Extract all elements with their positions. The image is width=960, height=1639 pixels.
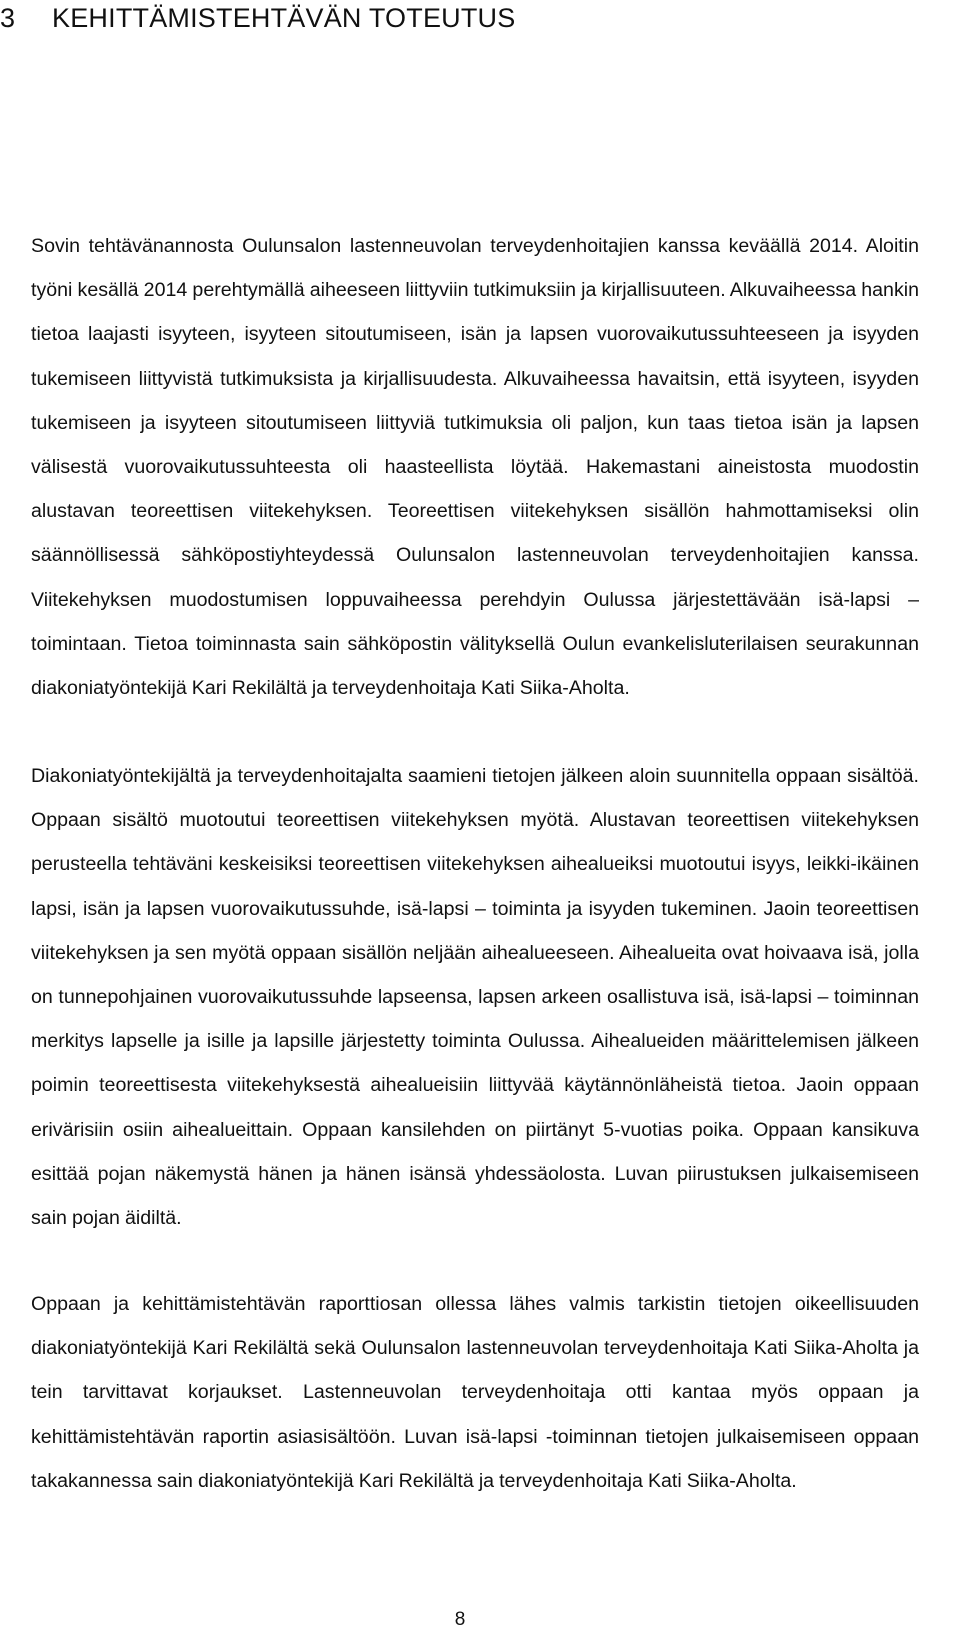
chapter-number: 3 <box>0 3 16 33</box>
body-paragraph-1: Sovin tehtävänannosta Oulunsalon lastenneuvolan terveydenhoitajien kanssa keväällä 2014. Aloitin työni kesällä 2014 perehtymällä aiheeseen liittyviin tutkimuksiin ja kirjallisuuteen. Alkuvaiheessa hankin tietoa laajasti isyyteen, isyyteen sitoutumiseen, isän ja lapsen vuorovaikutussuhteeseen ja isyyden tukemiseen liittyvistä tutkimuksista ja kirjallisuudesta. Alkuvaiheessa havaitsin, että isyyteen, isyyden tukemiseen ja isyyteen sitoutumiseen liittyviä tutkimuksia oli paljon, kun taas tietoa isän ja lapsen välisestä vuorovaikutussuhteesta oli haasteellista löytää. Hakemastani aineistosta muodostin alustavan teoreettisen viitekehyksen. Teoreettisen viitekehyksen sisällön hahmottamiseksi olin säännöllisessä sähköpostiyhteydessä Oulunsalon lastenneuvolan terveydenhoitajien kanssa. Viitekehyksen muodostumisen loppuvaiheessa perehdyin Oulussa järjestettävään isä-lapsi – toimintaan. Tietoa toiminnasta sain sähköpostin välityksellä Oulun evankelisluterilaisen seurakunnan diakoniatyöntekijä Kari Rekilältä ja terveydenhoitaja Kati Siika-Aholta. <box>31 235 919 700</box>
body-paragraph-3: Oppaan ja kehittämistehtävän raporttiosan ollessa lähes valmis tarkistin tietojen oikeellisuuden diakoniatyöntekijä Kari Rekilältä sekä Oulunsalon lastenneuvolan terveydenhoitaja Kati Siika-Aholta ja tein tarvittavat korjaukset. Lastenneuvolan terveydenhoitaja otti kantaa myös oppaan ja kehittämistehtävän raportin asiasisältöön. Luvan isä-lapsi -toiminnan tietojen julkaisemiseen oppaan takakannessa sain diakoniatyöntekijä Kari Rekilältä ja terveydenhoitaja Kati Siika-Aholta. <box>31 1293 919 1492</box>
chapter-heading <box>0 0 940 36</box>
chapter-title: KEHITTÄMISTEHTÄVÄN TOTEUTUS <box>52 3 516 33</box>
body-paragraph-2: Diakoniatyöntekijältä ja terveydenhoitajalta saamieni tietojen jälkeen aloin suunnitella oppaan sisältöä. Oppaan sisältö muotoutui teoreettisen viitekehyksen myötä. Alustavan teoreettisen viitekehyksen perusteella tehtäväni keskeisiksi teoreettisen viitekehyksen aihealueiksi muotoutui isyys, leikki-ikäinen lapsi, isän ja lapsen vuorovaikutussuhde, isä-lapsi – toiminta ja isyyden tukeminen. Jaoin teoreettisen viitekehyksen ja sen myötä oppaan sisällön neljään aihealueeseen. Aihealueita ovat hoivaava isä, jolla on tunnepohjainen vuorovaikutussuhde lapseensa, lapsen arkeen osallistuva isä, isä-lapsi – toiminnan merkitys lapselle ja isille ja lapsille järjestetty toiminta Oulussa. Aihealueiden määrittelemisen jälkeen poimin teoreettisesta viitekehyksestä aihealueisiin liittyvää käytännönläheistä tietoa. Jaoin oppaan erivärisiin osiin aihealueittain. Oppaan kansilehden on piirtänyt 5-vuotias poika. Oppaan kansikuva esittää pojan näkemystä hänen ja hänen isänsä yhdessäolosta. Luvan piirustuksen julkaisemiseen sain pojan äidiltä. <box>31 765 919 1230</box>
page-number: 8 <box>454 1609 466 1630</box>
